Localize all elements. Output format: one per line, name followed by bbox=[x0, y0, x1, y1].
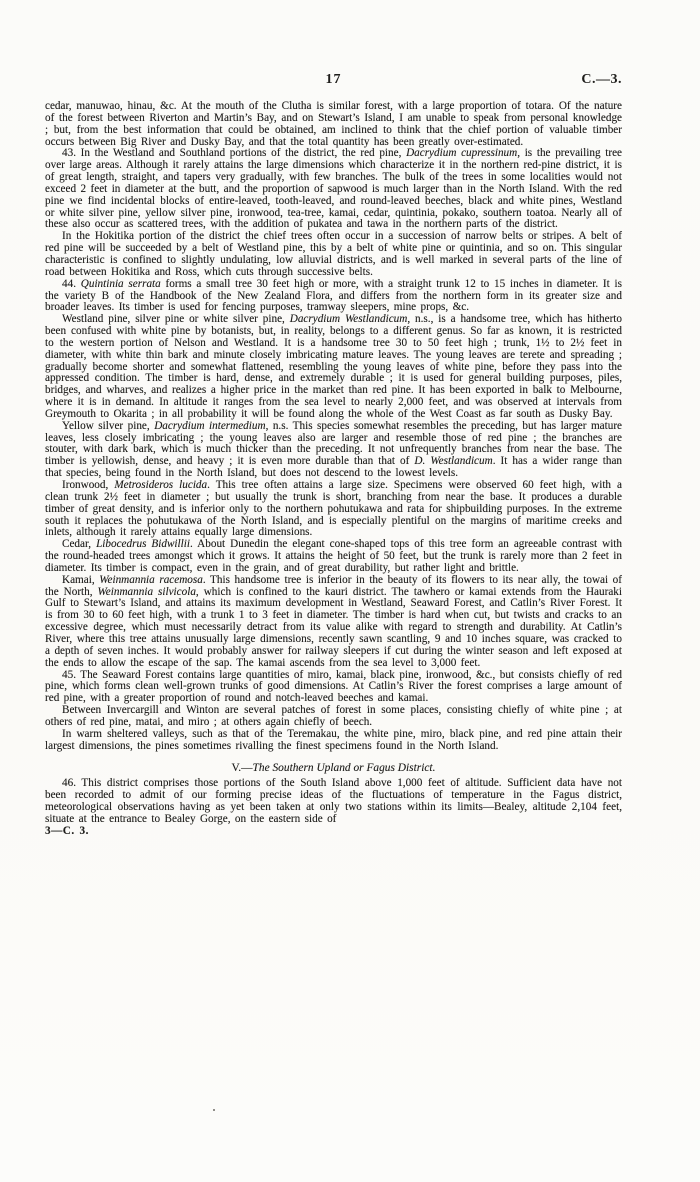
ink-speck bbox=[213, 1109, 215, 1111]
paragraph: In the Hokitika portion of the district the chief trees often occur in a succession of narrow belts or stripes. A belt of red pine will be succeeded by a belt of Westland pine, this by a belt of white pine or quintinia, and so on. This singular characteristic is confined to slightly undulating, low alluvial districts, and is well marked in several parts of the line of road between Hokitika and Ross, which cuts through successive belts. bbox=[45, 230, 622, 278]
doc-reference: C.—3. bbox=[581, 72, 622, 87]
paragraph: Yellow silver pine, Dacrydium intermedium, n.s. This species somewhat resembles the preceding, but has larger mature leaves, less closely imbricating ; the young leaves also are larger and resemble those of red pine ; the branches are stouter, with dark bark, which is much thicker than the preceding. It not unfrequently branches from near the base. The timber is yellowish, dense, and heavy ; it is even more durable than that of D. Westlandicum. It has a wider range than that species, being found in the North Island, but does not descend to the lowest levels. bbox=[45, 419, 623, 480]
paragraph: 43. In the Westland and Southland portions of the district, the red pine, Dacrydium cupressinum, is the prevailing tree over large areas. Although it rarely attains the large dimensions which characterize it in the northern red-pine district, it is of great length, straight, and tapers very gradually, with few branches. The bulk of the trees in some localities would not exceed 2 feet in diameter at the butt, and the proportion of sapwood is much larger than in the North Island. With the red pine we find incidental blocks of entire-leaved, tooth-leaved, and round-leaved beeches, black and white pines, Westland or white silver pine, yellow silver pine, ironwood, tea-tree, kamai, cedar, quintinia, pokako, southern toatoa. Nearly all of these also occur as scattered trees, with the addition of pukatea and tawa in the northern parts of the district. bbox=[45, 147, 622, 231]
paragraph: 44. Quintinia serrata forms a small tree 30 feet high or more, with a straight trunk 12 to 15 inches in diameter. It is the variety B of the Handbook of the New Zealand Flora, and differs from the northern form in its greater size and broader leaves. Its timber is used for fencing purposes, tramway sleepers, mine props, &c. bbox=[45, 277, 622, 314]
paragraph: Westland pine, silver pine or white silver pine, Dacrydium Westlandicum, n.s., is a handsome tree, which has hitherto been confused with white pine by botanists, but, in reality, belongs to a different genus. So far as known, it is restricted to the western portion of Nelson and Westland. It is a handsome tree 30 to 50 feet high ; trunk, 1½ to 2½ feet in diameter, with white thin bark and minute closely imbricating mature leaves. The young leaves are terete and spreading ; gradually become shorter and somewhat flattened, resembling the young leaves of white pine, before they pass into the appressed condition. The timber is hard, dense, and extremely durable ; it is used for general building purposes, piles, bridges, and wharves, and realizes a higher price in the market than red pine. It has been exported in balk to Melbourne, where it is in demand. In altitude it ranges from the sea level to nearly 2,000 feet, and was observed at intervals from Greymouth to Okarita ; in all probability it will be found along the whole of the West Coast as far south as Dusky Bay. bbox=[45, 313, 623, 420]
paragraph: 45. The Seaward Forest contains large quantities of miro, kamai, black pine, ironwood, &c., but consists chiefly of red pine, which forms clean well-grown trunks of good dimensions. At Catlin’s River the forest comprises a large amount of red pine, with a greater proportion of round and notch-leaved beeches and kamai. bbox=[45, 668, 622, 705]
paragraph: cedar, manuwao, hinau, &c. At the mouth of the Clutha is similar forest, with a large proportion of totara. Of the nature of the forest between Riverton and Martin’s Bay, and on Stewart’s Island, I am unable to speak from personal knowledge ; but, from the best information that could be obtained, am inclined to think that the chief portion of valuable timber occurs between Big River and Dusky Bay, and that the total quantity has been greatly over-estimated. bbox=[45, 100, 622, 148]
section-heading: V.—The Southern Upland or Fagus District. bbox=[231, 762, 436, 775]
paragraph: In warm sheltered valleys, such as that of the Teremakau, the white pine, miro, black pine, and red pine attain their largest dimensions, the pines sometimes rivalling the finest specimens found in the North Island. bbox=[45, 727, 622, 752]
paragraph: 46. This district comprises those portions of the South Island above 1,000 feet of altitude. Sufficient data have not been recorded to admit of our forming precise ideas of the fluctuations of temperature in the Fagus district, meteorological observations having as yet been taken at only two stations within its limits—Bealey, altitude 2,104 feet, situate at the entrance to Bealey Gorge, on the eastern side of bbox=[45, 777, 622, 825]
paragraph: Between Invercargill and Winton are several patches of forest in some places, consisting chiefly of white pine ; at others of red pine, matai, and miro ; at others again chiefly of beech. bbox=[45, 704, 622, 728]
document-body bbox=[45, 101, 622, 838]
running-head bbox=[45, 72, 622, 92]
paragraph: Kamai, Weinmannia racemosa. This handsome tree is inferior in the beauty of its flowers to its near ally, the towai of the North, Weinmannia silvicola, which is confined to the kauri district. The tawhero or kamai extends from the Hauraki Gulf to Stewart’s Island, and attains its maximum development in Westland, Seaward Forest, and Catlin’s River Forest. It is from 30 to 60 feet high, with a trunk 1 to 3 feet in diameter. The timber is hard when cut, but twists and cracks to an excessive degree, which must necessarily detract from its value alike with regard to strength and durability. At Catlin’s River, where this tree attains unusually large dimensions, recently sawn scantling, 9 and 10 inches square, was cracked to a depth of seven inches. It would probably answer for railway sleepers if cut during the winter season and left exposed at the ends to allow the escape of the sap. The kamai ascends from the sea level to 3,000 feet. bbox=[45, 573, 623, 669]
paragraph: Cedar, Libocedrus Bidwillii. About Dunedin the elegant cone-shaped tops of this tree form an agreeable contrast with the round-headed trees amongst which it grows. It attains the height of 50 feet, but the trunk is rarely more than 2 feet in diameter. Its timber is compact, even in the grain, and of great durability, but rather light and brittle. bbox=[45, 538, 623, 574]
signature-mark: 3—C. 3. bbox=[45, 824, 89, 837]
page-number: 17 bbox=[325, 72, 342, 87]
paragraph: Ironwood, Metrosideros lucida. This tree often attains a large size. Specimens were observed 60 feet high, with a clean trunk 2½ feet in diameter ; but usually the trunk is short, branching from near the base. It produces a durable timber of great density, and is inferior only to the northern pohutukawa and rata for shipbuilding purposes. In the extreme south it replaces the pohutukawa of the North Island, and is especially plentiful on the margins of maritime creeks and inlets, although it rarely attains equally large dimensions. bbox=[45, 479, 622, 539]
